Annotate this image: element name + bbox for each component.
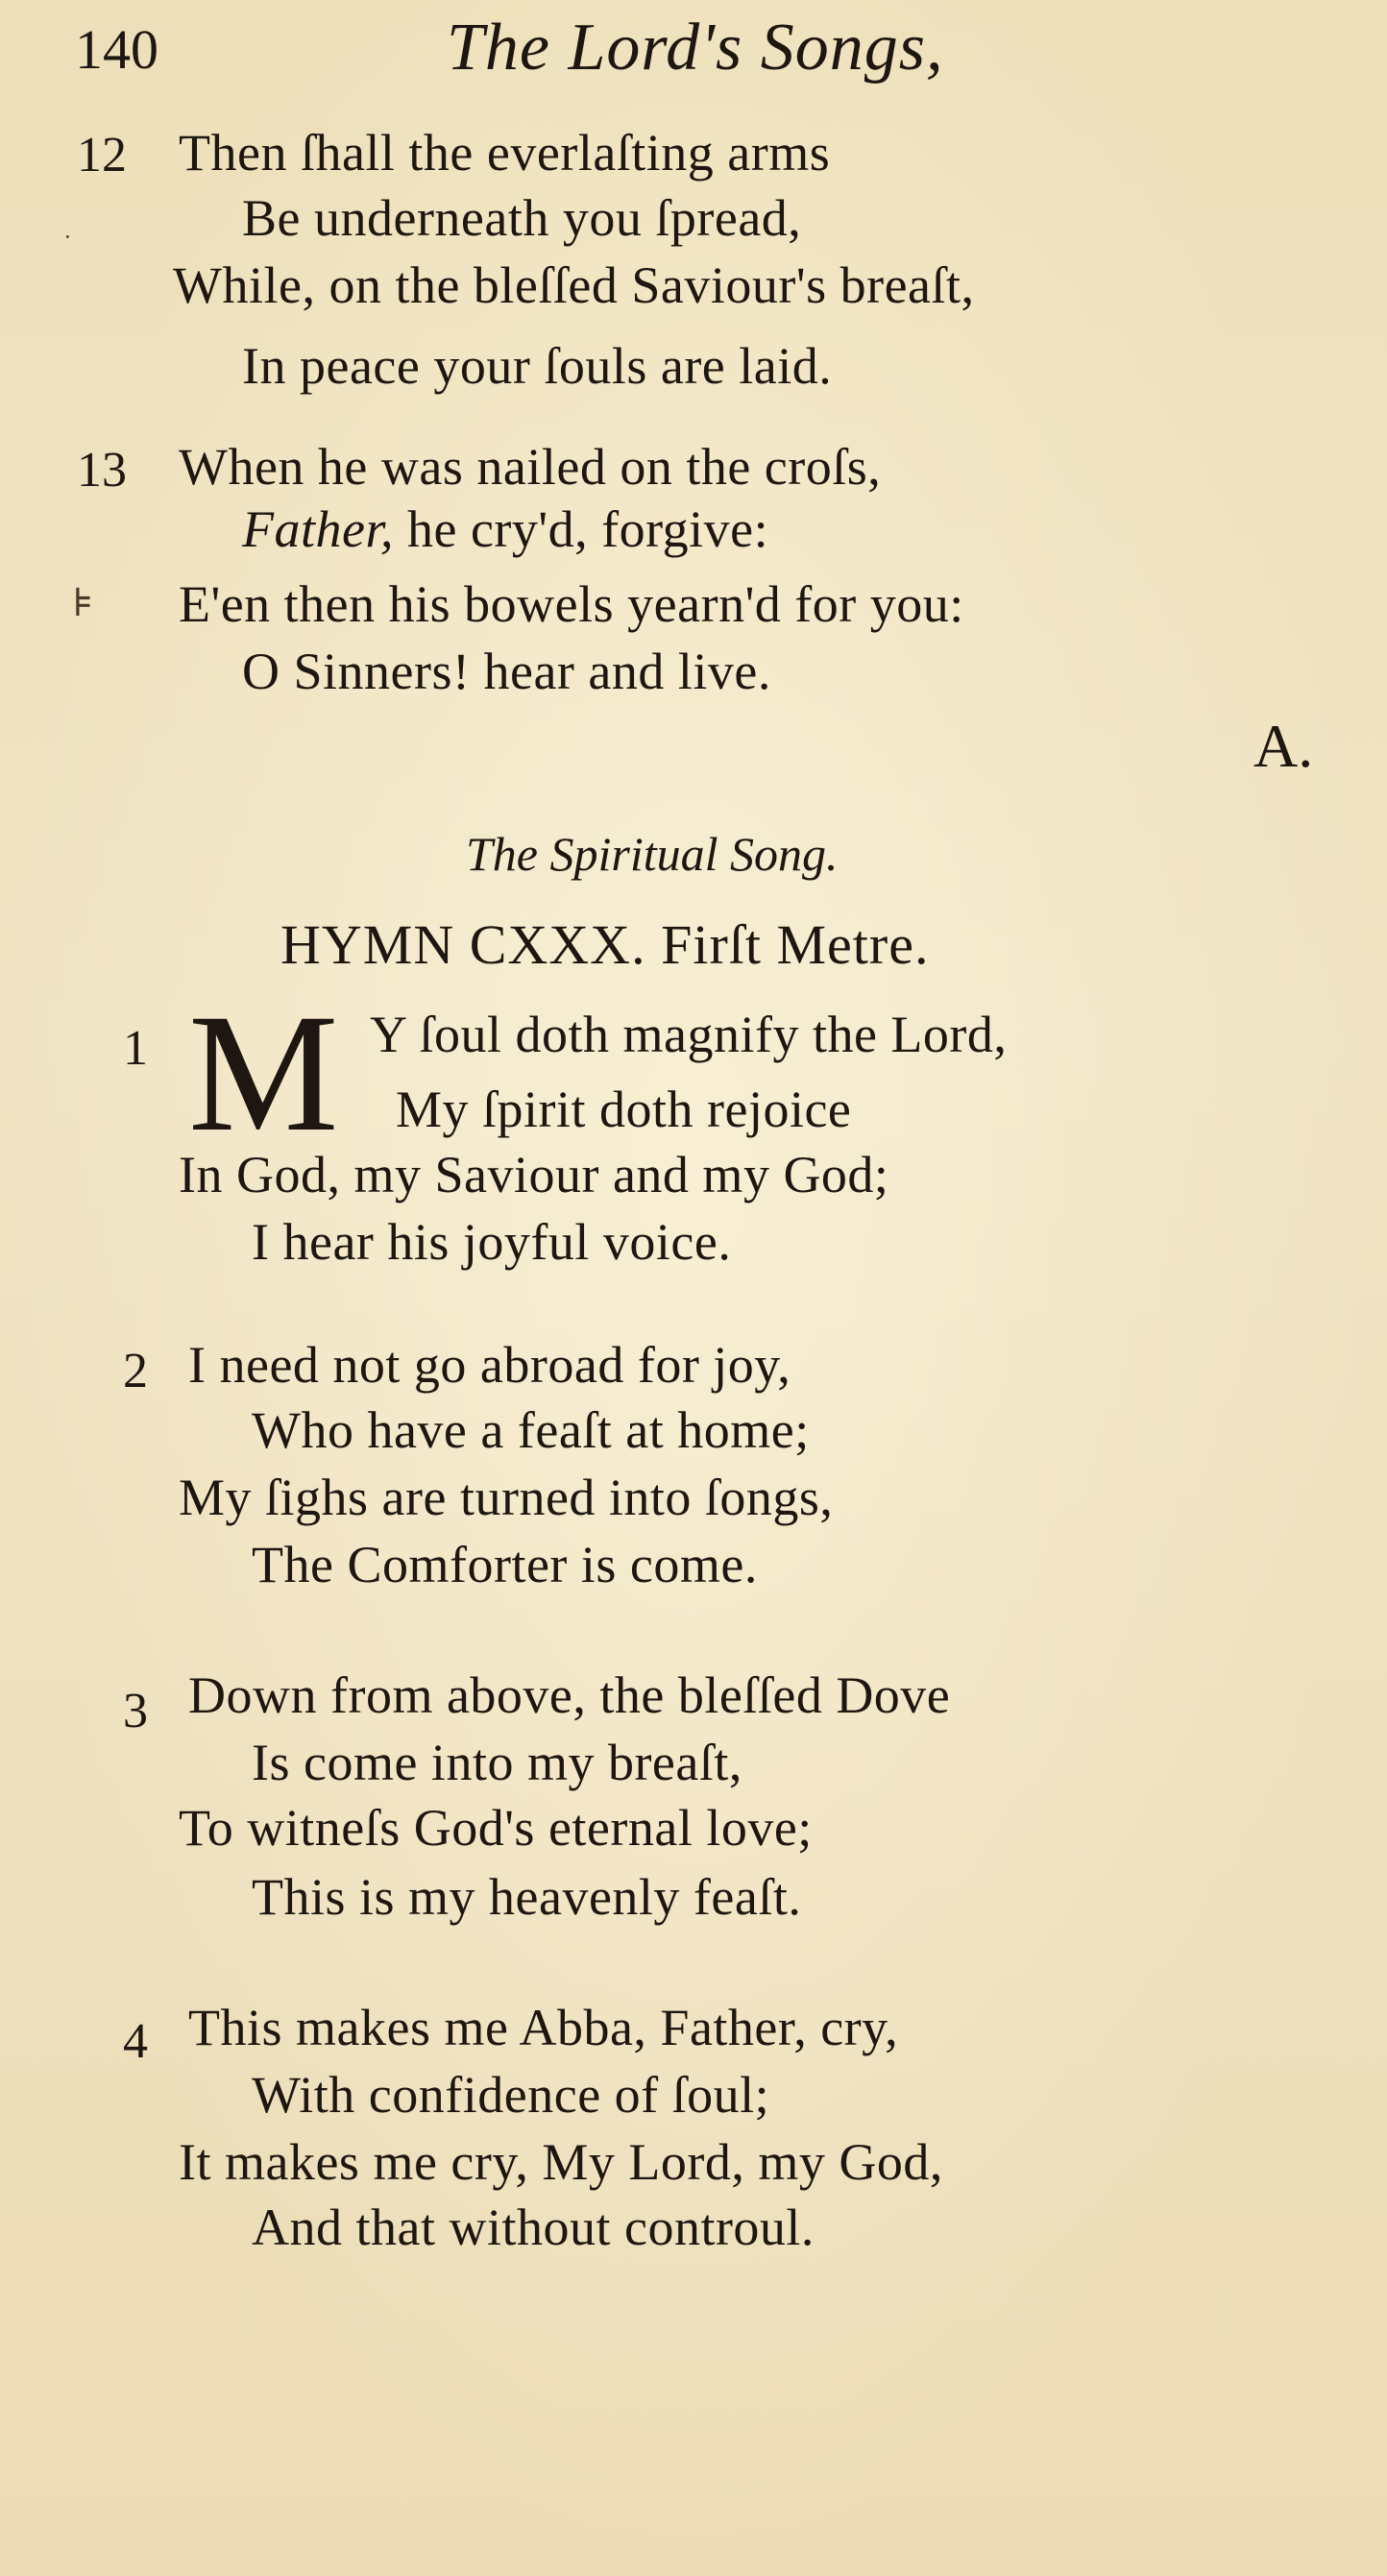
verse-line: In peace your ſouls are laid.: [242, 337, 833, 395]
stanza-number: 4: [123, 2014, 148, 2069]
verse-line: Then ſhall the everlaſting arms: [179, 124, 831, 182]
page-number: 140: [75, 18, 158, 81]
verse-line: When he was nailed on the croſs,: [179, 438, 882, 496]
verse-line: I hear his joyful voice.: [252, 1213, 732, 1271]
verse-line: Who have a feaſt at home;: [252, 1401, 810, 1459]
verse-line: [242, 499, 768, 559]
stanza-number: 1: [123, 1021, 148, 1076]
verse-line: Is come into my breaſt,: [252, 1734, 742, 1791]
verse-line: While, on the bleſſed Saviour's breaſt,: [173, 256, 975, 314]
verse-line: My ſighs are turned into ſongs,: [179, 1469, 834, 1526]
verse-line: With confidence of ſoul;: [252, 2066, 770, 2124]
verse-line: Down from above, the bleſſed Dove: [188, 1666, 951, 1724]
verse-line: O Sinners! hear and live.: [242, 643, 771, 700]
stanza-number: 12: [77, 128, 127, 182]
running-title: The Lord's Songs,: [447, 11, 944, 85]
catchword: A.: [1253, 712, 1314, 780]
margin-mark: ⊧: [72, 581, 94, 624]
hymn-heading: HYMN CXXX. Firſt Metre.: [280, 913, 930, 976]
verse-line-rest: he cry'd, forgive:: [407, 500, 769, 558]
verse-line: To witneſs God's eternal love;: [179, 1799, 813, 1857]
verse-line: The Comforter is come.: [252, 1536, 758, 1593]
verse-line: In God, my Saviour and my God;: [179, 1146, 889, 1203]
verse-line: I need not go abroad for joy,: [188, 1336, 791, 1394]
stanza-number: 13: [77, 443, 127, 498]
italic-word: Father,: [242, 500, 394, 558]
stanza-number: 3: [123, 1684, 148, 1738]
hymn-subtitle: The Spiritual Song.: [466, 827, 839, 881]
verse-line: E'en then his bowels yearn'd for you:: [179, 575, 964, 633]
blot-mark: ·: [63, 223, 72, 251]
verse-line: And that without controul.: [252, 2199, 815, 2256]
verse-line: This makes me Abba, Father, cry,: [188, 1999, 899, 2056]
verse-line: Be underneath you ſpread,: [242, 189, 802, 247]
verse-line: It makes me cry, My Lord, my God,: [179, 2133, 943, 2191]
drop-cap: M: [188, 980, 339, 1167]
verse-line: My ſpirit doth rejoice: [396, 1081, 852, 1138]
stanza-number: 2: [123, 1344, 148, 1398]
verse-line: This is my heavenly feaſt.: [252, 1868, 802, 1926]
verse-line: Y ſoul doth magnify the Lord,: [370, 1006, 1008, 1063]
